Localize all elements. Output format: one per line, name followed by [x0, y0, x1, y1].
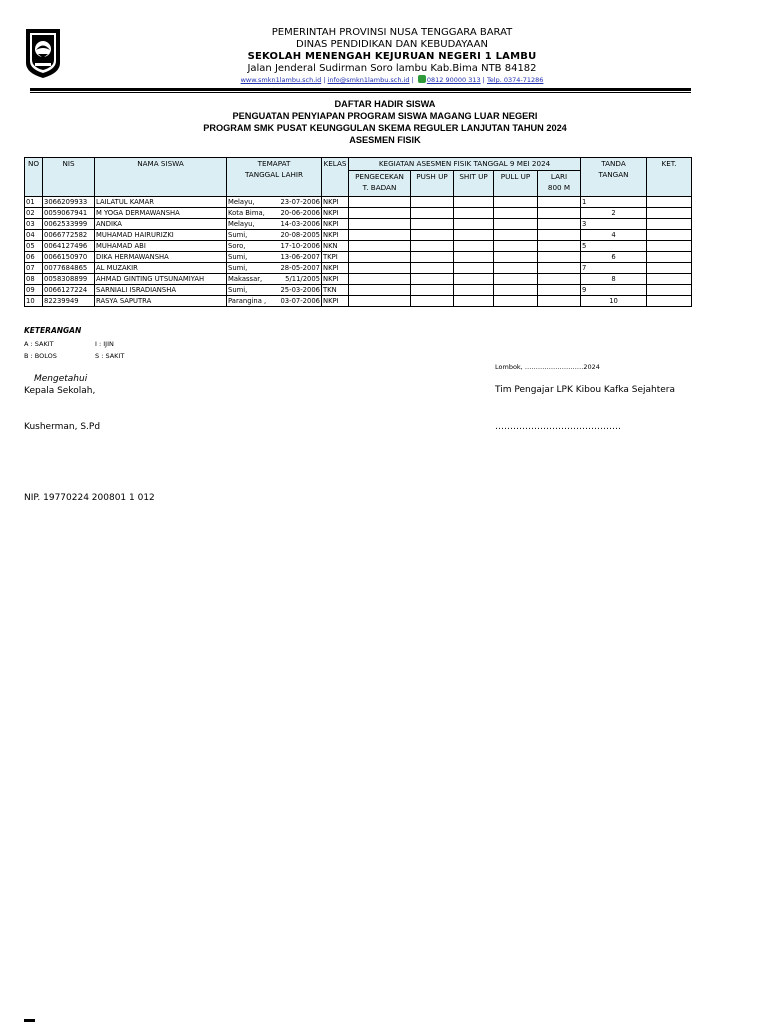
- cell-ttl: [227, 252, 322, 263]
- cell-push-up[interactable]: [411, 285, 454, 296]
- cell-ttl: [227, 219, 322, 230]
- cell-push-up[interactable]: [411, 219, 454, 230]
- cell-ket[interactable]: [647, 285, 692, 296]
- table-row: [25, 241, 692, 252]
- trainer-team-title: Tim Pengajar LPK Kibou Kafka Sejahtera: [495, 385, 675, 395]
- cell-lari[interactable]: [538, 219, 581, 230]
- website-link[interactable]: www.smkn1lambu.sch.id: [240, 76, 322, 84]
- cell-tanggal: 25-03-2006: [280, 286, 320, 294]
- table-row: [25, 252, 692, 263]
- cell-tanggal: 03-07-2006: [280, 297, 320, 305]
- cell-ttl: [227, 197, 322, 208]
- cell-kelas: NKPI: [322, 208, 349, 219]
- cell-nama: AL MUZAKIR: [95, 263, 227, 274]
- cell-kelas: NKN: [322, 241, 349, 252]
- cell-shit-up[interactable]: [454, 208, 494, 219]
- email-link[interactable]: info@smkn1lambu.sch.id: [327, 76, 410, 84]
- cell-kelas: NKPI: [322, 219, 349, 230]
- cell-shit-up[interactable]: [454, 274, 494, 285]
- cell-tanggal: 14-03-2006: [280, 220, 320, 228]
- cell-push-up[interactable]: [411, 230, 454, 241]
- cell-nis: 0059067941: [43, 208, 95, 219]
- cell-ttl: [227, 274, 322, 285]
- cell-nis: 0058308899: [43, 274, 95, 285]
- cell-push-up[interactable]: [411, 296, 454, 307]
- header-lari: [538, 171, 581, 197]
- cell-shit-up[interactable]: [454, 197, 494, 208]
- cell-nis: 0064127496: [43, 241, 95, 252]
- cell-tanda-tangan[interactable]: 8: [581, 274, 647, 285]
- cell-ket[interactable]: [647, 252, 692, 263]
- principal-name: Kusherman, S.Pd: [24, 422, 101, 432]
- cell-lari[interactable]: [538, 241, 581, 252]
- cell-tanggal: 13-06-2007: [280, 253, 320, 261]
- table-row: [25, 263, 692, 274]
- cell-kelas: NKPI: [322, 197, 349, 208]
- cell-no: 04: [25, 230, 43, 241]
- page-corner-mark: [24, 1019, 35, 1022]
- header-tempat: TEMAPAT: [257, 159, 291, 168]
- header-nama: NAMA SISWA: [95, 158, 227, 197]
- cell-nis: 82239949: [43, 296, 95, 307]
- cell-pull-up[interactable]: [494, 241, 538, 252]
- cell-lari[interactable]: [538, 263, 581, 274]
- cell-kelas: NKPI: [322, 230, 349, 241]
- table-row: [25, 230, 692, 241]
- header-pengecekan-l1: PENGECEKAN: [355, 172, 404, 181]
- cell-pull-up[interactable]: [494, 252, 538, 263]
- cell-ket[interactable]: [647, 219, 692, 230]
- cell-tempat: Sumi,: [228, 264, 248, 272]
- header-push-up: PUSH UP: [411, 171, 454, 197]
- cell-lari[interactable]: [538, 274, 581, 285]
- cell-tempat: Melayu,: [228, 198, 255, 206]
- cell-tempat: Sumi,: [228, 231, 248, 239]
- cell-ttl: [227, 241, 322, 252]
- cell-no: 06: [25, 252, 43, 263]
- header-tanggal-lahir: TANGGAL LAHIR: [244, 170, 304, 179]
- cell-tempat: Parangina ,: [228, 297, 267, 305]
- cell-nis: 0062533999: [43, 219, 95, 230]
- cell-tanda-tangan[interactable]: 1: [581, 197, 647, 208]
- cell-tanda-tangan[interactable]: 7: [581, 263, 647, 274]
- cell-tanda-tangan[interactable]: 2: [581, 208, 647, 219]
- principal-nip: NIP. 19770224 200801 1 012: [24, 493, 155, 503]
- cell-ket[interactable]: [647, 208, 692, 219]
- cell-shit-up[interactable]: [454, 263, 494, 274]
- cell-ttl: [227, 296, 322, 307]
- cell-no: 05: [25, 241, 43, 252]
- letterhead-contacts: www.smkn1lambu.sch.id | info@smkn1lambu.sch.id | 0812 90000 313 | Telp. 0374-71286: [240, 76, 544, 84]
- cell-ttl: [227, 230, 322, 241]
- cell-tanda-tangan[interactable]: 9: [581, 285, 647, 296]
- cell-push-up[interactable]: [411, 252, 454, 263]
- letterhead-school: SEKOLAH MENENGAH KEJURUAN NEGERI 1 LAMBU: [247, 51, 537, 62]
- cell-kelas: TKPI: [322, 252, 349, 263]
- cell-pengecekan[interactable]: [349, 230, 411, 241]
- cell-no: 03: [25, 219, 43, 230]
- cell-pull-up[interactable]: [494, 208, 538, 219]
- cell-tanda-tangan[interactable]: 10: [581, 296, 647, 307]
- cell-tanggal: 20-08-2005: [280, 231, 320, 239]
- cell-nama: SARNIALI ISRADIANSHA: [95, 285, 227, 296]
- cell-lari[interactable]: [538, 285, 581, 296]
- header-nis: NIS: [43, 158, 95, 197]
- cell-pengecekan[interactable]: [349, 252, 411, 263]
- cell-pull-up[interactable]: [494, 230, 538, 241]
- cell-nis: 0066127224: [43, 285, 95, 296]
- cell-no: 10: [25, 296, 43, 307]
- cell-nama: AHMAD GINTING UTSUNAMIYAH: [95, 274, 227, 285]
- cell-tanda-tangan[interactable]: 6: [581, 252, 647, 263]
- cell-nis: 0077684865: [43, 263, 95, 274]
- cell-ket[interactable]: [647, 274, 692, 285]
- attendance-rows: [25, 197, 692, 307]
- cell-shit-up[interactable]: [454, 296, 494, 307]
- cell-pengecekan[interactable]: [349, 208, 411, 219]
- letterhead-government: PEMERINTAH PROVINSI NUSA TENGGARA BARAT: [271, 27, 513, 38]
- cell-pengecekan[interactable]: [349, 274, 411, 285]
- cell-tempat: Makassar,: [228, 275, 263, 283]
- header-kegiatan: KEGIATAN ASESMEN FISIK TANGGAL 9 MEI 2024: [349, 158, 581, 171]
- legend-sakit-a: A : SAKIT: [24, 340, 54, 348]
- cell-tanggal: 28-05-2007: [280, 264, 320, 272]
- cell-lari[interactable]: [538, 208, 581, 219]
- cell-shit-up[interactable]: [454, 230, 494, 241]
- table-row: [25, 208, 692, 219]
- cell-ket[interactable]: [647, 263, 692, 274]
- header-tangan: TANGAN: [598, 170, 629, 179]
- cell-ttl: [227, 263, 322, 274]
- cell-tanggal: 17-10-2006: [280, 242, 320, 250]
- cell-pull-up[interactable]: [494, 274, 538, 285]
- header-ket: KET.: [647, 158, 692, 197]
- legend-heading: KETERANGAN: [24, 326, 82, 335]
- whatsapp-number[interactable]: 0812 90000 313: [426, 76, 481, 84]
- header-kelas: KELAS: [322, 158, 349, 197]
- header-no: NO: [25, 158, 43, 197]
- header-lari-l1: LARI: [550, 172, 568, 181]
- header-pengecekan: [349, 171, 411, 197]
- cell-tanda-tangan[interactable]: 3: [581, 219, 647, 230]
- cell-tempat: Soro,: [228, 242, 246, 250]
- header-ttl: [227, 158, 322, 197]
- cell-push-up[interactable]: [411, 241, 454, 252]
- header-pull-up: PULL UP: [494, 171, 538, 197]
- letterhead-rule: [30, 88, 691, 91]
- cell-no: 01: [25, 197, 43, 208]
- government-emblem-icon: [24, 27, 62, 79]
- cell-nama: M YOGA DERMAWANSHA: [95, 208, 227, 219]
- telephone[interactable]: Telp. 0374-71286: [486, 76, 544, 84]
- table-row: [25, 285, 692, 296]
- cell-kelas: NKPI: [322, 274, 349, 285]
- document-subtitle: PENGUATAN PENYIAPAN PROGRAM SISWA MAGANG LUAR NEGERI: [232, 111, 538, 121]
- cell-pengecekan[interactable]: [349, 263, 411, 274]
- header-tanda-tangan: [581, 158, 647, 197]
- header-lari-l2: 800 M: [547, 183, 571, 192]
- cell-ttl: [227, 208, 322, 219]
- cell-kelas: TKN: [322, 285, 349, 296]
- cell-nama: DIKA HERMAWANSHA: [95, 252, 227, 263]
- cell-tempat: Sumi,: [228, 286, 248, 294]
- cell-tanggal: 23-07-2006: [280, 198, 320, 206]
- cell-pull-up[interactable]: [494, 285, 538, 296]
- cell-shit-up[interactable]: [454, 241, 494, 252]
- cell-tanda-tangan[interactable]: 4: [581, 230, 647, 241]
- cell-pull-up[interactable]: [494, 263, 538, 274]
- table-row: [25, 219, 692, 230]
- cell-push-up[interactable]: [411, 274, 454, 285]
- cell-tanggal: 20-06-2006: [280, 209, 320, 217]
- cell-nama: ANDIKA: [95, 219, 227, 230]
- table-row: [25, 296, 692, 307]
- cell-tanggal: 5/11/2005: [285, 275, 320, 283]
- cell-no: 02: [25, 208, 43, 219]
- cell-push-up[interactable]: [411, 197, 454, 208]
- cell-nama: RASYA SAPUTRA: [95, 296, 227, 307]
- trainer-signature-line: ……………………………………: [495, 422, 621, 432]
- letterhead-address: Jalan Jenderal Sudirman Soro lambu Kab.Bima NTB 84182: [247, 63, 537, 74]
- table-row: [25, 274, 692, 285]
- cell-push-up[interactable]: [411, 208, 454, 219]
- table-row: [25, 197, 692, 208]
- cell-shit-up[interactable]: [454, 219, 494, 230]
- cell-no: 09: [25, 285, 43, 296]
- cell-lari[interactable]: [538, 296, 581, 307]
- cell-nis: 0066772582: [43, 230, 95, 241]
- cell-ket[interactable]: [647, 230, 692, 241]
- cell-ket[interactable]: [647, 241, 692, 252]
- cell-ket[interactable]: [647, 296, 692, 307]
- cell-nama: LAILATUL KAMAR: [95, 197, 227, 208]
- cell-shit-up[interactable]: [454, 252, 494, 263]
- document-title: DAFTAR HADIR SISWA: [334, 99, 436, 109]
- document-program: PROGRAM SMK PUSAT KEUNGGULAN SKEMA REGULER LANJUTAN TAHUN 2024: [203, 123, 567, 133]
- cell-pengecekan[interactable]: [349, 241, 411, 252]
- header-shit-up: SHIT UP: [454, 171, 494, 197]
- cell-push-up[interactable]: [411, 263, 454, 274]
- document-section: ASESMEN FISIK: [349, 135, 421, 145]
- place-date: Lombok, ………………………2024: [495, 363, 600, 371]
- cell-kelas: NKPI: [322, 263, 349, 274]
- header-tanda: TANDA: [601, 159, 626, 168]
- cell-ket[interactable]: [647, 197, 692, 208]
- legend-bolos: B : BOLOS: [24, 352, 57, 360]
- legend-sakit-s: S : SAKIT: [95, 352, 125, 360]
- cell-nis: 3066209933: [43, 197, 95, 208]
- cell-pengecekan[interactable]: [349, 285, 411, 296]
- letterhead-department: DINAS PENDIDIKAN DAN KEBUDAYAAN: [296, 39, 488, 50]
- cell-nama: MUHAMAD ABI: [95, 241, 227, 252]
- header-pengecekan-l2: T. BADAN: [362, 183, 397, 192]
- cell-ttl: [227, 285, 322, 296]
- cell-pull-up[interactable]: [494, 296, 538, 307]
- whatsapp-icon: [418, 75, 426, 83]
- cell-pengecekan[interactable]: [349, 219, 411, 230]
- cell-tempat: Kota Bima,: [228, 209, 265, 217]
- cell-pull-up[interactable]: [494, 197, 538, 208]
- attendance-table: [24, 157, 692, 307]
- cell-lari[interactable]: [538, 252, 581, 263]
- cell-no: 08: [25, 274, 43, 285]
- cell-lari[interactable]: [538, 197, 581, 208]
- cell-shit-up[interactable]: [454, 285, 494, 296]
- legend-ijin: I : IJIN: [95, 340, 114, 348]
- cell-nama: MUHAMAD HAIRURIZKI: [95, 230, 227, 241]
- cell-lari[interactable]: [538, 230, 581, 241]
- letterhead-rule-thin: [30, 92, 691, 93]
- cell-pengecekan[interactable]: [349, 296, 411, 307]
- cell-kelas: NKPI: [322, 296, 349, 307]
- mengetahui-label: Mengetahui: [34, 374, 88, 384]
- cell-pull-up[interactable]: [494, 219, 538, 230]
- cell-no: 07: [25, 263, 43, 274]
- principal-title: Kepala Sekolah,: [24, 386, 96, 396]
- cell-pengecekan[interactable]: [349, 197, 411, 208]
- cell-nis: 0066150970: [43, 252, 95, 263]
- cell-tempat: Melayu,: [228, 220, 255, 228]
- cell-tanda-tangan[interactable]: 5: [581, 241, 647, 252]
- cell-tempat: Sumi,: [228, 253, 248, 261]
